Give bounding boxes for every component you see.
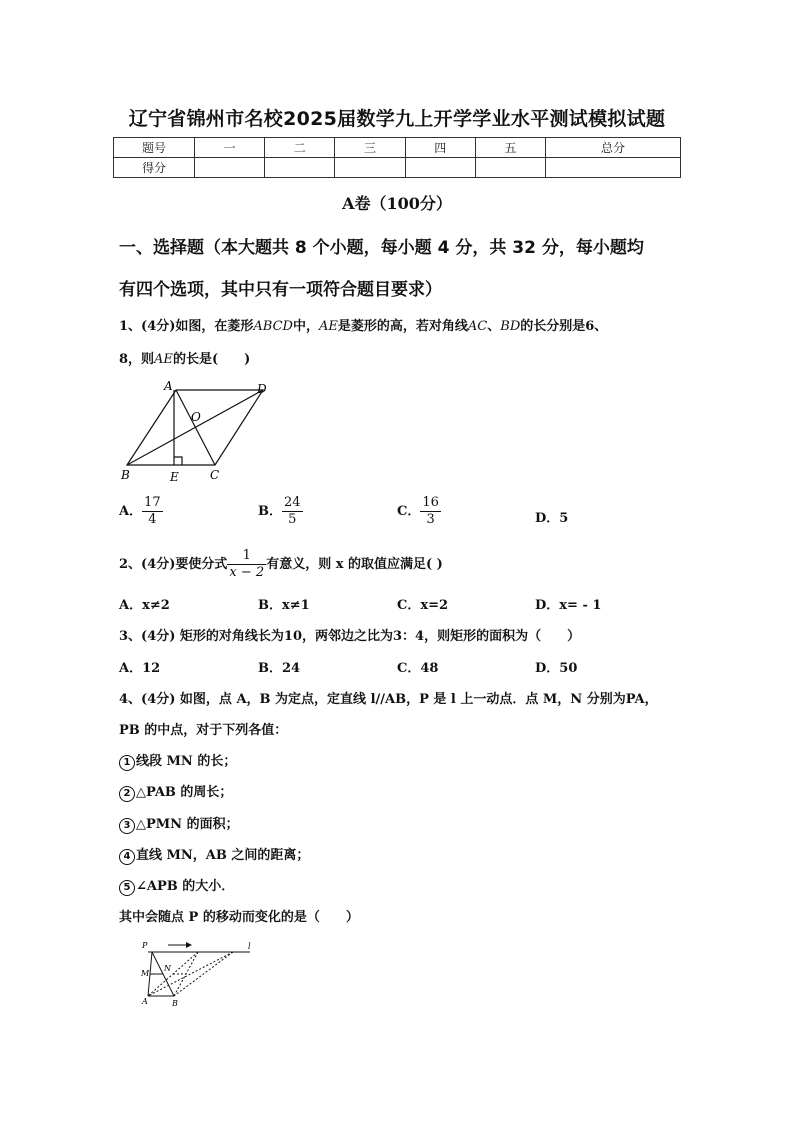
- label-e: E: [170, 470, 179, 484]
- q3-line: 3、(4分) 矩形的对角线长为10，两邻边之比为3：4，则矩形的面积为（ ）: [119, 629, 581, 644]
- score-table-score-row: [114, 158, 681, 178]
- fraction: $\frac{1}{x - 2}$: [229, 548, 265, 580]
- score-table-header-cell: 四: [405, 138, 475, 158]
- q1-line2: 8，则AE的长是( ): [119, 352, 251, 367]
- q3-option-c: C．48: [397, 661, 439, 676]
- q4-item-1: 1 线段 MN 的长；: [119, 750, 236, 771]
- q1-option-d: D．5: [535, 511, 569, 526]
- circled-number: 2: [119, 786, 135, 802]
- score-cell: [405, 158, 475, 178]
- q3-option-a: A．12: [119, 661, 161, 676]
- q4-item-2: 2 △PAB 的周长；: [119, 781, 232, 802]
- fraction: $\frac{16}{3}$: [422, 495, 439, 527]
- circled-number: 3: [119, 818, 135, 834]
- q1-line1: 1、(4分)如图，在菱形ABCD中，AE是菱形的高，若对角线AC、BD的长分别是6、: [119, 319, 608, 334]
- score-table-row-label: 得分: [114, 158, 195, 178]
- q1-option-c: C． $\frac{16}{3}$: [397, 495, 439, 527]
- q1-option-a: A． $\frac{17}{4}$: [119, 495, 161, 527]
- score-table: [113, 137, 681, 178]
- label-c: C: [210, 468, 220, 482]
- score-cell: [195, 158, 265, 178]
- label-d: D: [257, 382, 267, 396]
- score-table-header-cell: 五: [475, 138, 545, 158]
- label-b: B: [172, 999, 178, 1008]
- q2-option-b: B．x≠1: [258, 598, 310, 613]
- circled-number: 4: [119, 849, 135, 865]
- q4-item-5: 5 ∠APB 的大小．: [119, 875, 234, 896]
- q2-line: 2、(4分)要使分式 $\frac{1}{x - 2}$ 有意义，则 x 的取值应满足( ): [119, 548, 443, 580]
- q2-option-d: D．x= - 1: [535, 598, 602, 613]
- score-table-header-row: [114, 138, 681, 158]
- score-cell: [265, 158, 335, 178]
- label-l: l: [248, 942, 251, 951]
- score-table-header-cell: 二: [265, 138, 335, 158]
- label-o: O: [191, 410, 201, 424]
- circled-number: 5: [119, 880, 135, 896]
- section-heading-line2: 有四个选项，其中只有一项符合题目要求）: [119, 280, 442, 300]
- q4-last-line: 其中会随点 P 的移动而变化的是（ ）: [119, 910, 359, 925]
- arrow-right-icon: [186, 942, 192, 948]
- label-a: A: [164, 379, 173, 393]
- score-table-header-cell: 一: [195, 138, 265, 158]
- fraction: $\frac{17}{4}$: [144, 495, 161, 527]
- q4-item-4: 4 直线 MN，AB 之间的距离；: [119, 844, 309, 865]
- label-n: N: [164, 964, 171, 973]
- moving-point-figure: [138, 938, 256, 1010]
- q1-option-b: B． $\frac{24}{5}$: [258, 495, 301, 527]
- right-angle-mark: [174, 457, 182, 465]
- q3-option-d: D．50: [535, 661, 578, 676]
- score-cell: [475, 158, 545, 178]
- q4-line2: PB 的中点，对于下列各值：: [119, 723, 288, 738]
- rhombus-figure: [118, 378, 278, 486]
- q2-option-c: C．x=2: [397, 598, 449, 613]
- label-m: M: [141, 969, 150, 978]
- q2-option-a: A．x≠2: [119, 598, 170, 613]
- score-table-header-cell: 题号: [114, 138, 195, 158]
- volume-heading: A卷（100分）: [342, 194, 452, 213]
- label-p: P: [142, 941, 148, 950]
- section-heading-line1: 一、选择题（本大题共 8 个小题，每小题 4 分，共 32 分，每小题均: [119, 238, 644, 258]
- circled-number: 1: [119, 755, 135, 771]
- q4-item-3: 3 △PMN 的面积；: [119, 813, 239, 834]
- diagonal-bd: [127, 390, 263, 465]
- q3-option-b: B．24: [258, 661, 301, 676]
- score-table-header-cell: 总分: [546, 138, 681, 158]
- score-table-header-cell: 三: [335, 138, 405, 158]
- fraction: $\frac{24}{5}$: [284, 495, 301, 527]
- score-cell: [546, 158, 681, 178]
- q4-line1: 4、(4分) 如图，点 A，B 为定点，定直线 l//AB，P 是 l 上一动点．点 M，N 分别为PA，: [119, 692, 658, 707]
- score-cell: [335, 158, 405, 178]
- label-a: A: [142, 997, 148, 1006]
- label-b: B: [121, 468, 130, 482]
- page-title: 辽宁省锦州市名校2025届数学九上开学学业水平测试模拟试题: [128, 108, 666, 130]
